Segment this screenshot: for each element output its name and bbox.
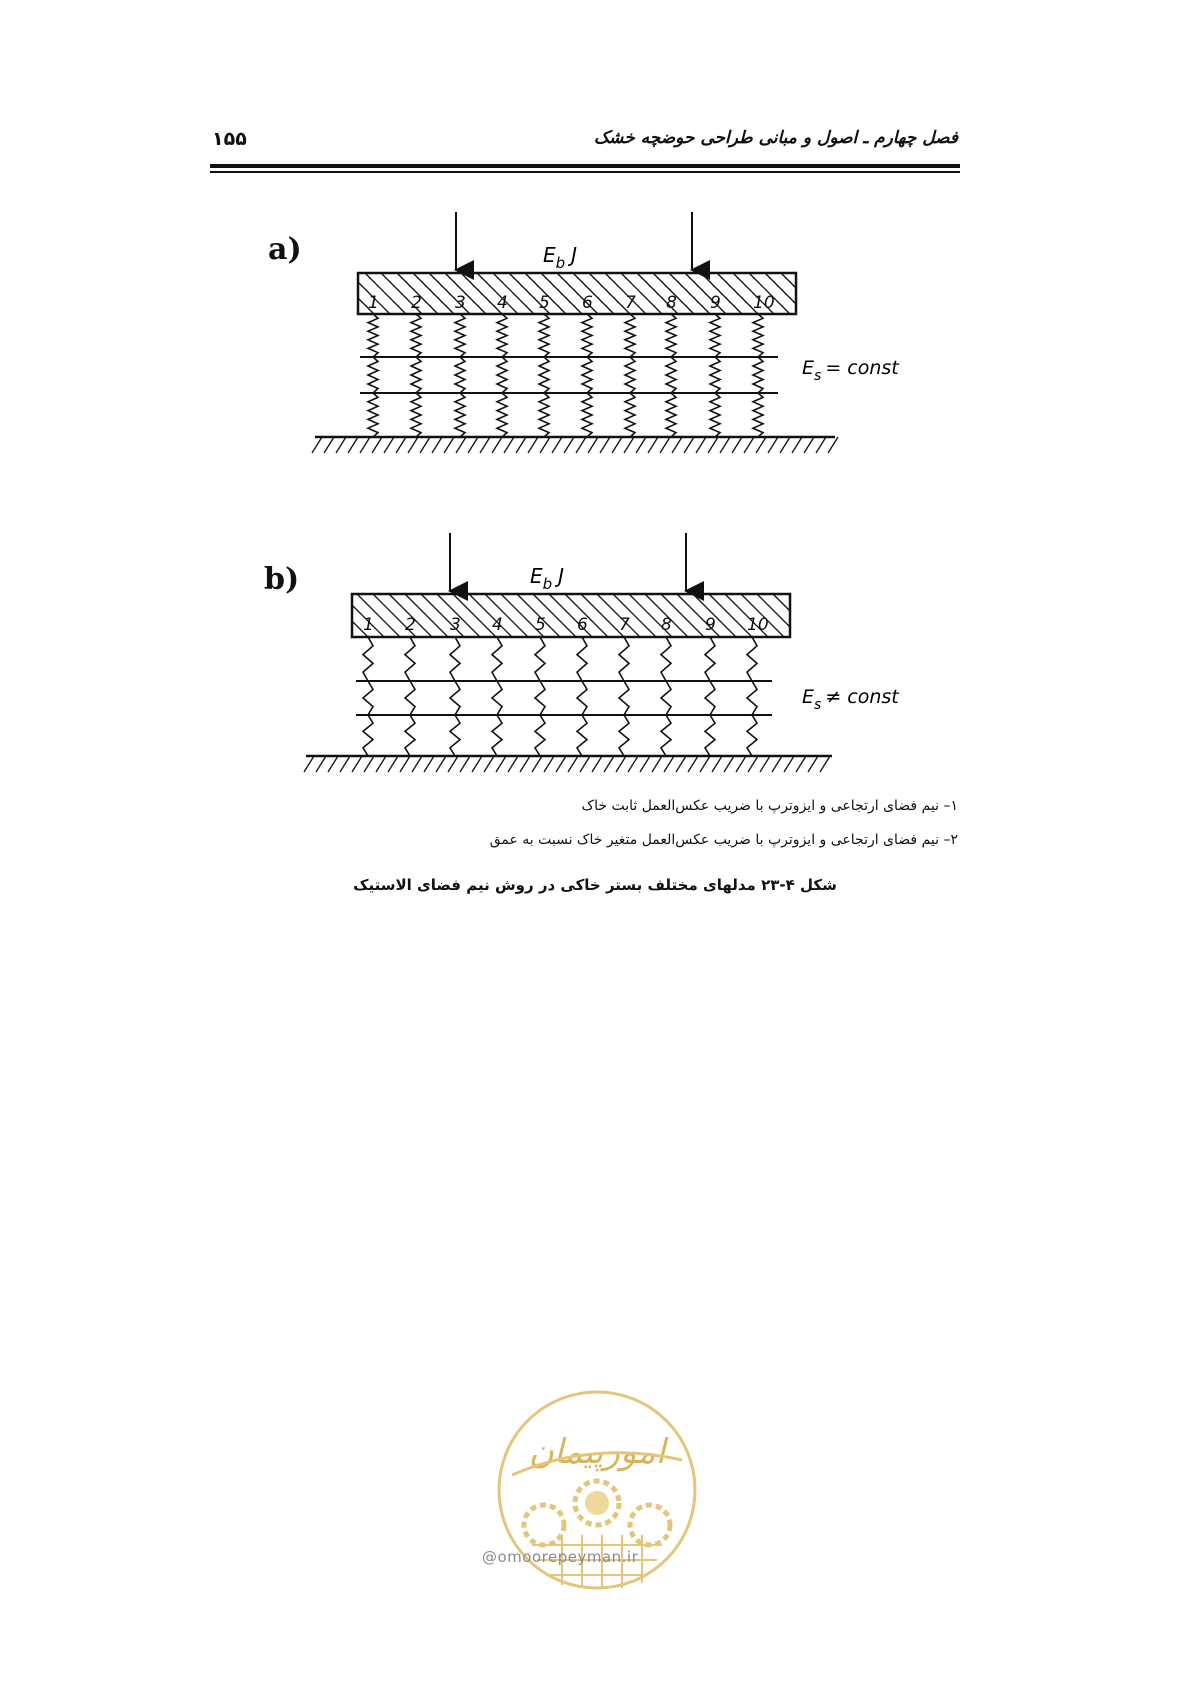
ground-hatch-line [672, 437, 682, 453]
ground-hatch-line [324, 437, 334, 453]
ground-hatch-line [640, 756, 650, 772]
spring-5 [535, 637, 545, 681]
ground-hatch-line [648, 437, 658, 453]
spring-4 [497, 393, 507, 437]
spring-6 [577, 681, 587, 715]
spring-number-6: 6 [577, 615, 588, 635]
ground-hatch-line [376, 756, 386, 772]
panel-b-label: b) [264, 562, 300, 597]
ground-hatch-line [400, 756, 410, 772]
panel-b-ground-hatch [304, 756, 830, 772]
ground-hatch-line [828, 437, 838, 453]
spring-3 [450, 681, 460, 715]
ground-hatch-line [720, 437, 730, 453]
spring-7 [619, 681, 629, 715]
spring-8 [666, 393, 676, 437]
ground-hatch-line [780, 437, 790, 453]
ground-hatch-line [556, 756, 566, 772]
ground-hatch-line [808, 756, 818, 772]
spring-6 [582, 357, 592, 393]
ground-hatch-line [700, 756, 710, 772]
beam-hatch-line [461, 273, 502, 314]
spring-4 [492, 681, 502, 715]
panel-a-springs [368, 314, 763, 437]
ground-hatch-line [384, 437, 394, 453]
ground-hatch-line [448, 756, 458, 772]
panel-a-beam-hatch [358, 273, 796, 314]
ground-hatch-line [664, 756, 674, 772]
ground-hatch-line [756, 437, 766, 453]
ground-hatch-line [768, 437, 778, 453]
spring-2 [405, 681, 415, 715]
ground-hatch-line [696, 437, 706, 453]
soil-model-diagram [0, 0, 1190, 800]
ground-hatch-line [708, 437, 718, 453]
spring-7 [625, 314, 635, 357]
beam-hatch-line [717, 273, 758, 314]
panel-a-ground-hatch [312, 437, 838, 453]
panel-b-beam-label: $E_b$ J [530, 564, 565, 593]
ground-hatch-line [472, 756, 482, 772]
ground-hatch-line [396, 437, 406, 453]
ground-hatch-line [568, 756, 578, 772]
spring-5 [539, 393, 549, 437]
ground-hatch-line [468, 437, 478, 453]
ground-hatch-line [352, 756, 362, 772]
spring-7 [625, 357, 635, 393]
ground-hatch-line [676, 756, 686, 772]
ground-hatch-line [316, 756, 326, 772]
spring-number-5: 5 [535, 615, 546, 635]
spring-number-9: 9 [705, 615, 716, 635]
ground-hatch-line [628, 756, 638, 772]
ground-hatch-line [412, 756, 422, 772]
watermark-logo-text: امورپیمان [528, 1432, 666, 1472]
ground-hatch-line [420, 437, 430, 453]
spring-number-7: 7 [625, 293, 636, 313]
ground-hatch-line [340, 756, 350, 772]
ground-hatch-line [432, 437, 442, 453]
ground-hatch-line [592, 756, 602, 772]
spring-10 [753, 314, 763, 357]
panel-a-soil-label: $E_s$ = const [802, 357, 899, 384]
ground-hatch-line [532, 756, 542, 772]
ground-hatch-line [492, 437, 502, 453]
spring-2 [411, 314, 421, 357]
spring-number-5: 5 [539, 293, 550, 313]
spring-6 [582, 314, 592, 357]
beam-hatch-line [781, 273, 796, 288]
spring-number-2: 2 [411, 293, 422, 313]
ground-hatch-line [564, 437, 574, 453]
panel-b-springs [363, 637, 757, 756]
legend-item-2: ۲– نیم فضای ارتجاعی و ایزوترپ با ضریب عکس‌العمل متغیر خاک نسبت به عمق [489, 832, 958, 848]
ground-hatch-line [408, 437, 418, 453]
spring-8 [661, 681, 671, 715]
ground-hatch-line [604, 756, 614, 772]
spring-5 [535, 715, 545, 756]
running-header-title: فصل چهارم ـ اصول و مبانی طراحی حوضچه خشک [593, 128, 958, 148]
ground-hatch-line [576, 437, 586, 453]
spring-2 [411, 357, 421, 393]
watermark-site: @omoorepeyman.ir [482, 1548, 639, 1566]
ground-hatch-line [436, 756, 446, 772]
spring-6 [577, 715, 587, 756]
ground-hatch-line [784, 756, 794, 772]
panel-a-diagram [312, 212, 900, 453]
spring-8 [661, 637, 671, 681]
spring-7 [619, 715, 629, 756]
ground-hatch-line [540, 437, 550, 453]
ground-hatch-line [684, 437, 694, 453]
spring-1 [368, 357, 378, 393]
spring-3 [450, 637, 460, 681]
ground-hatch-line [660, 437, 670, 453]
panel-b-diagram [304, 533, 900, 772]
spring-7 [619, 637, 629, 681]
spring-number-1: 1 [368, 293, 379, 313]
spring-10 [747, 681, 757, 715]
panel-a-beam-label: $E_b$ J [543, 243, 578, 272]
figure-caption: شکل ۴-۲۳ مدلهای مختلف بستر خاکی در روش نیم فضای الاستیک [353, 876, 837, 894]
spring-number-10: 10 [753, 293, 775, 313]
ground-hatch-line [528, 437, 538, 453]
spring-1 [363, 715, 373, 756]
ground-hatch-line [732, 437, 742, 453]
ground-hatch-line [588, 437, 598, 453]
ground-hatch-line [508, 756, 518, 772]
ground-hatch-line [816, 437, 826, 453]
spring-9 [710, 357, 720, 393]
ground-hatch-line [424, 756, 434, 772]
spring-number-10: 10 [747, 615, 769, 635]
spring-number-8: 8 [666, 293, 677, 313]
legend-item-1: ۱– نیم فضای ارتجاعی و ایزوترپ با ضریب عکس‌العمل ثابت خاک [581, 798, 958, 814]
ground-hatch-line [516, 437, 526, 453]
ground-hatch-line [504, 437, 514, 453]
spring-number-1: 1 [363, 615, 374, 635]
ground-hatch-line [724, 756, 734, 772]
beam-hatch-line [773, 594, 790, 611]
ground-hatch-line [624, 437, 634, 453]
spring-number-4: 4 [497, 293, 508, 313]
spring-9 [705, 637, 715, 681]
spring-number-6: 6 [582, 293, 593, 313]
page-number: ۱۵۵ [212, 128, 247, 150]
spring-number-8: 8 [661, 615, 672, 635]
spring-number-9: 9 [710, 293, 721, 313]
spring-5 [539, 357, 549, 393]
ground-hatch-line [796, 756, 806, 772]
spring-2 [411, 393, 421, 437]
spring-5 [539, 314, 549, 357]
spring-number-4: 4 [492, 615, 503, 635]
ground-hatch-line [744, 437, 754, 453]
spring-3 [455, 357, 465, 393]
ground-hatch-line [736, 756, 746, 772]
ground-hatch-line [372, 437, 382, 453]
spring-3 [455, 393, 465, 437]
spring-4 [492, 715, 502, 756]
ground-hatch-line [460, 756, 470, 772]
ground-hatch-line [348, 437, 358, 453]
panel-a-label: a) [268, 232, 302, 267]
spring-6 [577, 637, 587, 681]
spring-10 [753, 393, 763, 437]
spring-3 [450, 715, 460, 756]
spring-9 [705, 681, 715, 715]
spring-9 [705, 715, 715, 756]
spring-4 [497, 314, 507, 357]
ground-hatch-line [364, 756, 374, 772]
spring-1 [368, 314, 378, 357]
spring-number-2: 2 [405, 615, 416, 635]
beam-hatch-line [589, 273, 630, 314]
ground-hatch-line [792, 437, 802, 453]
spring-6 [582, 393, 592, 437]
ground-hatch-line [520, 756, 530, 772]
ground-hatch-line [456, 437, 466, 453]
ground-hatch-line [444, 437, 454, 453]
panel-b-spring-numbers [363, 615, 769, 635]
spring-2 [405, 715, 415, 756]
ground-hatch-line [652, 756, 662, 772]
spring-8 [661, 715, 671, 756]
panel-b-soil-label: $E_s$ ≠ const [802, 686, 899, 713]
spring-9 [710, 393, 720, 437]
spring-1 [368, 393, 378, 437]
spring-8 [666, 357, 676, 393]
spring-5 [535, 681, 545, 715]
spring-number-7: 7 [619, 615, 630, 635]
ground-hatch-line [688, 756, 698, 772]
spring-2 [405, 637, 415, 681]
ground-hatch-line [636, 437, 646, 453]
spring-4 [492, 637, 502, 681]
ground-hatch-line [336, 437, 346, 453]
ground-hatch-line [612, 437, 622, 453]
ground-hatch-line [712, 756, 722, 772]
spring-10 [747, 715, 757, 756]
watermark-logo [492, 1385, 702, 1599]
ground-hatch-line [544, 756, 554, 772]
ground-hatch-line [772, 756, 782, 772]
spring-10 [753, 357, 763, 393]
ground-hatch-line [552, 437, 562, 453]
beam-hatch-line [701, 273, 742, 314]
ground-hatch-line [600, 437, 610, 453]
ground-hatch-line [804, 437, 814, 453]
spring-1 [363, 637, 373, 681]
ground-hatch-line [388, 756, 398, 772]
beam-hatch-line [573, 273, 614, 314]
ground-hatch-line [304, 756, 314, 772]
spring-9 [710, 314, 720, 357]
spring-8 [666, 314, 676, 357]
ground-hatch-line [480, 437, 490, 453]
ground-hatch-line [760, 756, 770, 772]
ground-hatch-line [328, 756, 338, 772]
spring-1 [363, 681, 373, 715]
spring-3 [455, 314, 465, 357]
spring-4 [497, 357, 507, 393]
spring-7 [625, 393, 635, 437]
ground-hatch-line [616, 756, 626, 772]
ground-hatch-line [820, 756, 830, 772]
spring-10 [747, 637, 757, 681]
beam-hatch-line [469, 594, 512, 637]
ground-hatch-line [496, 756, 506, 772]
ground-hatch-line [484, 756, 494, 772]
spring-number-3: 3 [450, 615, 461, 635]
panel-b-beam-hatch [352, 594, 790, 637]
ground-hatch-line [360, 437, 370, 453]
ground-hatch-line [580, 756, 590, 772]
spring-number-3: 3 [455, 293, 466, 313]
ground-hatch-line [312, 437, 322, 453]
ground-hatch-line [748, 756, 758, 772]
